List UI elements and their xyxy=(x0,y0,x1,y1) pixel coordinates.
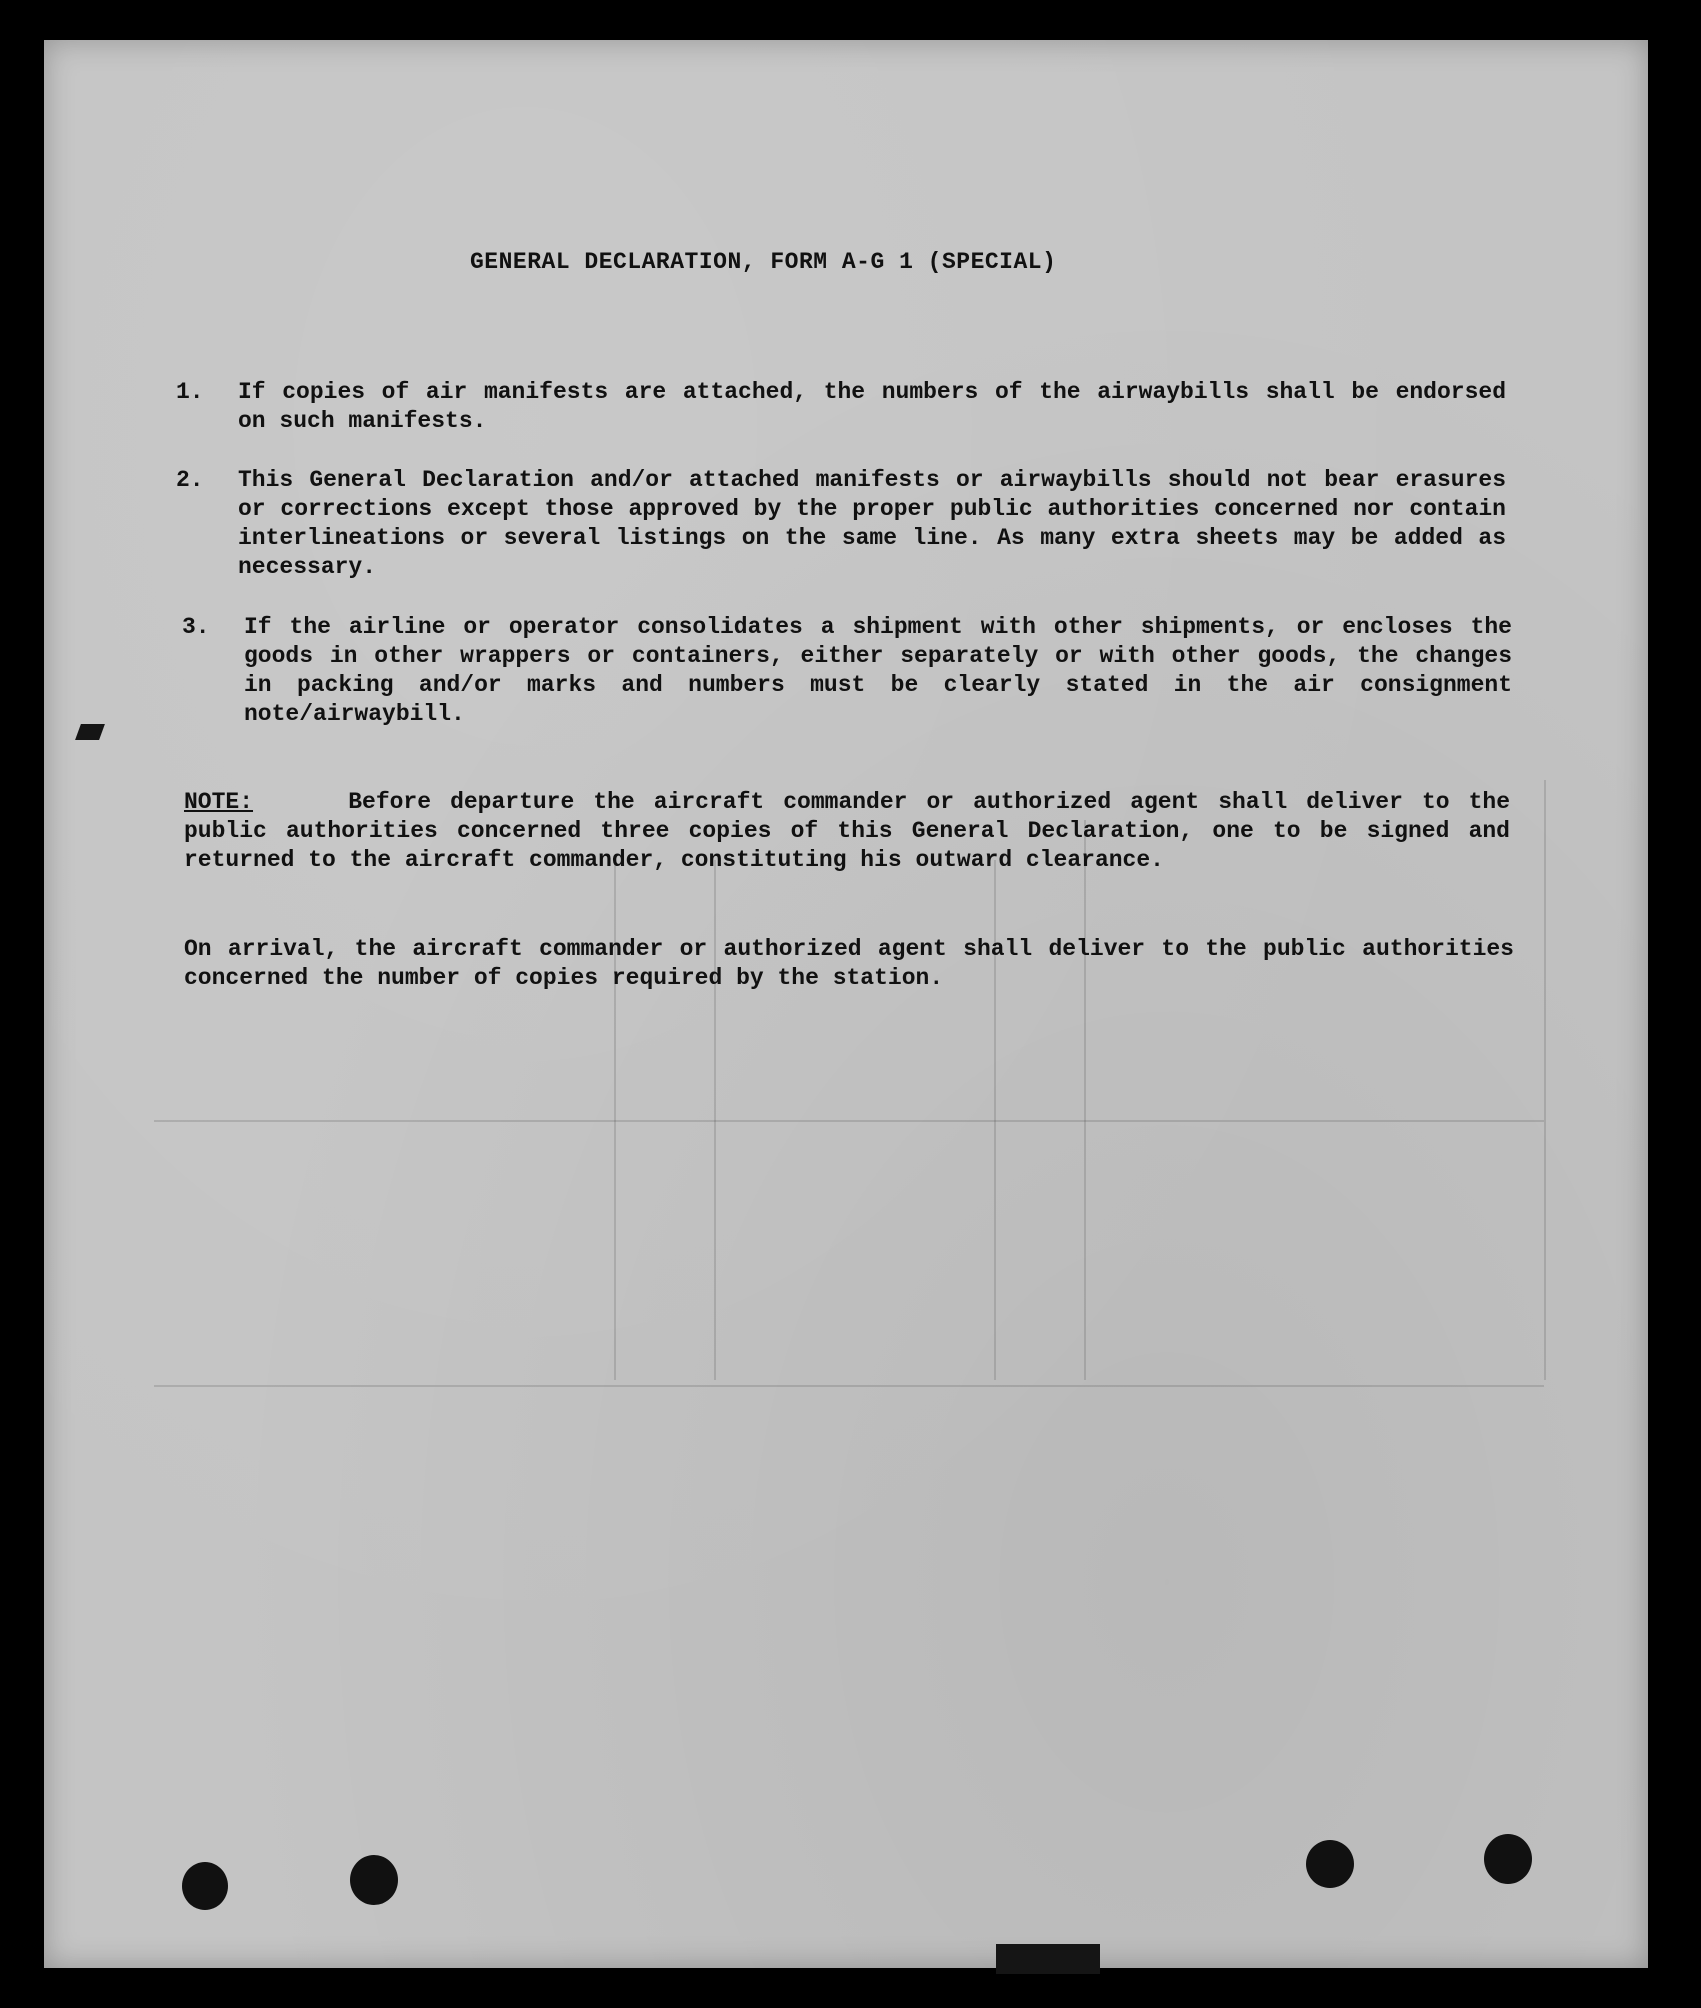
bleed-through-line xyxy=(1084,820,1086,1380)
item-number: 3. xyxy=(182,614,210,640)
arrival-paragraph: On arrival, the aircraft commander or authorized agent shall deliver to the public authorities concerned the number of copies required by the station. xyxy=(184,936,1514,991)
item-text: If the airline or operator consolidates a shipment with other shipments, or encloses the goods in other wrappers or containers, either separately or with other goods, the changes in packing and/or marks and numbers must be clearly stated in the air consignment note/airwaybill. xyxy=(244,614,1512,727)
punch-hole xyxy=(350,1855,398,1905)
list-item xyxy=(182,613,1512,729)
bleed-through-line xyxy=(154,1385,1544,1387)
instruction-list xyxy=(176,378,1506,436)
item-text: This General Declaration and/or attached manifests or airwaybills should not bear erasures or corrections except those approved by the proper public authorities concerned nor contain interlineations or several listings on the same line. As many extra sheets may be added as necessary. xyxy=(238,467,1506,580)
note-paragraph xyxy=(184,788,1510,875)
instruction-list xyxy=(176,466,1506,582)
document-page xyxy=(44,40,1648,1968)
punch-hole xyxy=(1484,1834,1532,1884)
instruction-list xyxy=(182,613,1512,729)
edge-tear xyxy=(996,1944,1100,1974)
note-label: NOTE: xyxy=(184,789,254,815)
bleed-through-line xyxy=(154,1120,1544,1122)
list-item xyxy=(176,378,1506,436)
item-number: 1. xyxy=(176,379,204,405)
item-text: If copies of air manifests are attached, the numbers of the airwaybills shall be endorsed on such manifests. xyxy=(238,379,1506,434)
bleed-through-line xyxy=(1544,780,1546,1380)
list-item xyxy=(176,466,1506,582)
punch-hole xyxy=(182,1862,228,1910)
punch-hole xyxy=(1306,1840,1354,1888)
item-number: 2. xyxy=(176,467,204,493)
page-title: GENERAL DECLARATION, FORM A-G 1 (SPECIAL) xyxy=(470,249,1057,275)
note-text: Before departure the aircraft commander or authorized agent shall deliver to the public authorities concerned three copies of this General Declaration, one to be signed and returned to the aircraft commander, constituting his outward clearance. xyxy=(184,789,1510,873)
